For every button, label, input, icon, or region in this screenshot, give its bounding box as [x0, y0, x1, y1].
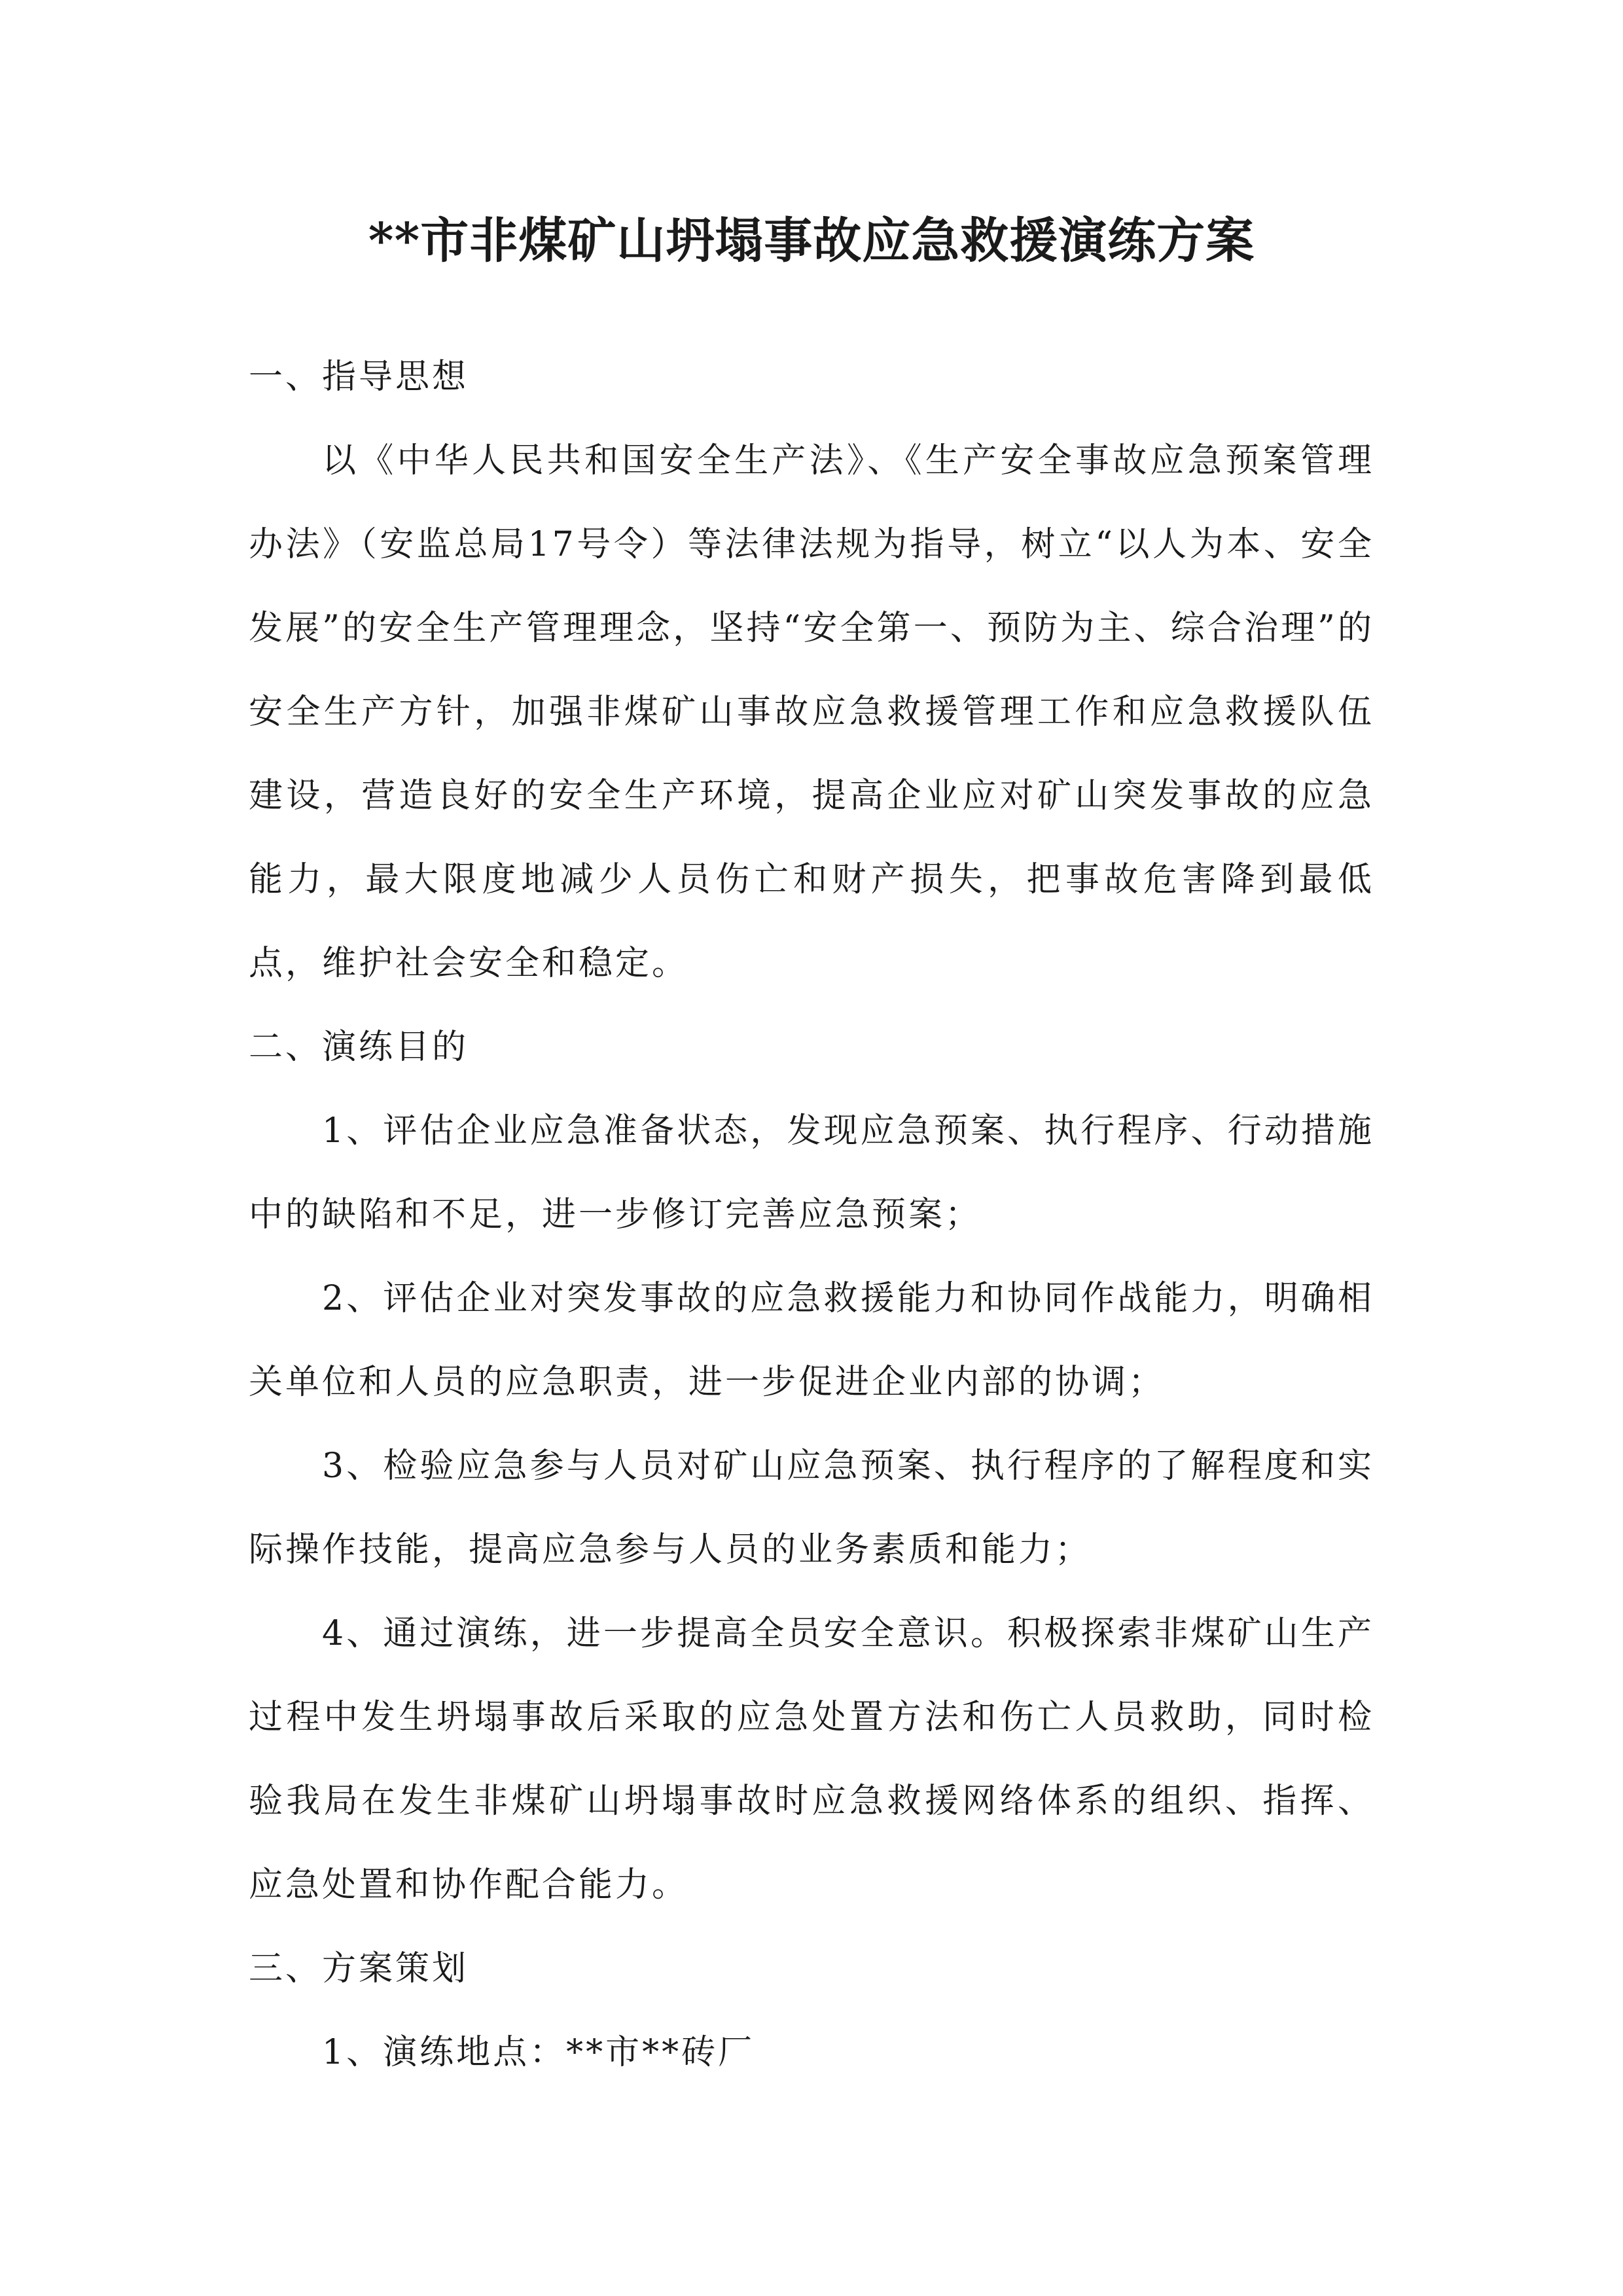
paragraph-purpose-3: 3、检验应急参与人员对矿山应急预案、执行程序的了解程度和实际操作技能，提高应急参与人员的业务素质和能力；: [249, 1446, 1374, 1570]
paragraph-plan-location: 1、演练地点：**市**砖厂: [322, 2033, 755, 2072]
paragraph-guiding-ideology: 以《中华人民共和国安全生产法》、《生产安全事故应急预案管理办法》（安监总局17号令）等法律法规为指导，树立“以人为本、安全发展”的安全生产管理理念，坚持“安全第一、预防为主、综合治理”的安全生产方针，加强非煤矿山事故应急救援管理工作和应急救援队伍建设，营造良好的安全生产环境，提高企业应对矿山突发事故的应急能力，最大限度地减少人员伤亡和财产损失，把事故危害降到最低点，维护社会安全和稳定。: [249, 441, 1374, 983]
section-heading-plan: 三、方案策划: [249, 1949, 469, 1988]
document-title: **市非煤矿山坍塌事故应急救援演练方案: [368, 213, 1255, 269]
paragraph-purpose-1: 1、评估企业应急准备状态，发现应急预案、执行程序、行动措施中的缺陷和不足，进一步修订完善应急预案；: [249, 1111, 1374, 1234]
document-body: [249, 335, 1374, 2094]
paragraph-purpose-4: 4、通过演练，进一步提高全员安全意识。积极探索非煤矿山生产过程中发生坍塌事故后采取的应急处置方法和伤亡人员救助，同时检验我局在发生非煤矿山坍塌事故时应急救援网络体系的组织、指挥、应急处置和协作配合能力。: [249, 1614, 1374, 1905]
section-heading-drill-purpose: 二、演练目的: [249, 1028, 469, 1067]
section-heading-guiding-ideology: 一、指导思想: [249, 357, 469, 397]
paragraph-purpose-2: 2、评估企业对突发事故的应急救援能力和协同作战能力，明确相关单位和人员的应急职责，进一步促进企业内部的协调；: [249, 1279, 1374, 1402]
